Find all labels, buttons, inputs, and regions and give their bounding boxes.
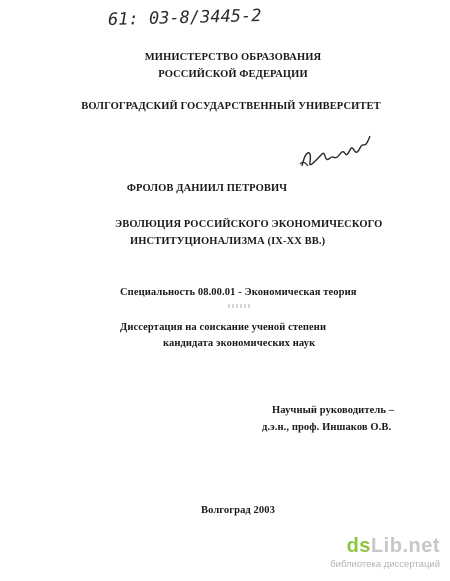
ministry-line-1: МИНИСТЕРСТВО ОБРАЗОВАНИЯ [144, 52, 322, 63]
degree-line-1: Диссертация на соискание ученой степени [120, 322, 327, 333]
author-name: ФРОЛОВ ДАНИИЛ ПЕТРОВИЧ [126, 183, 288, 194]
dslib-logo-main: Lib [370, 535, 403, 557]
degree-line-2: кандидата экономических наук [163, 338, 316, 349]
dslib-logo [347, 535, 440, 558]
dslib-logo-suffix: .net [402, 535, 440, 557]
ministry-line-2: РОССИЙСКОЙ ФЕДЕРАЦИИ [158, 69, 308, 80]
university-name: ВОЛГОГРАДСКИЙ ГОСУДАРСТВЕННЫЙ УНИВЕРСИТЕТ [81, 101, 381, 112]
advisor-line-1: Научный руководитель – [272, 405, 395, 416]
dslib-watermark [320, 535, 440, 575]
archive-code-handwritten: 61: 03-8/3445-2 [107, 5, 262, 31]
thesis-title-line-2: ИНСТИТУЦИОНАЛИЗМА (IX-XX ВВ.) [130, 236, 326, 247]
thesis-title-line-1: ЭВОЛЮЦИЯ РОССИЙСКОГО ЭКОНОМИЧЕСКОГО [115, 219, 383, 230]
dslib-subtitle: библиотека диссертаций [330, 559, 440, 570]
dslib-logo-prefix: ds [346, 535, 371, 557]
scan-smudge [228, 304, 252, 308]
signature-scribble [298, 128, 378, 176]
advisor-line-2: д.э.н., проф. Иншаков О.В. [262, 422, 392, 433]
specialty: Специальность 08.00.01 - Экономическая теория [120, 287, 357, 298]
city-year: Волгоград 2003 [201, 505, 275, 516]
